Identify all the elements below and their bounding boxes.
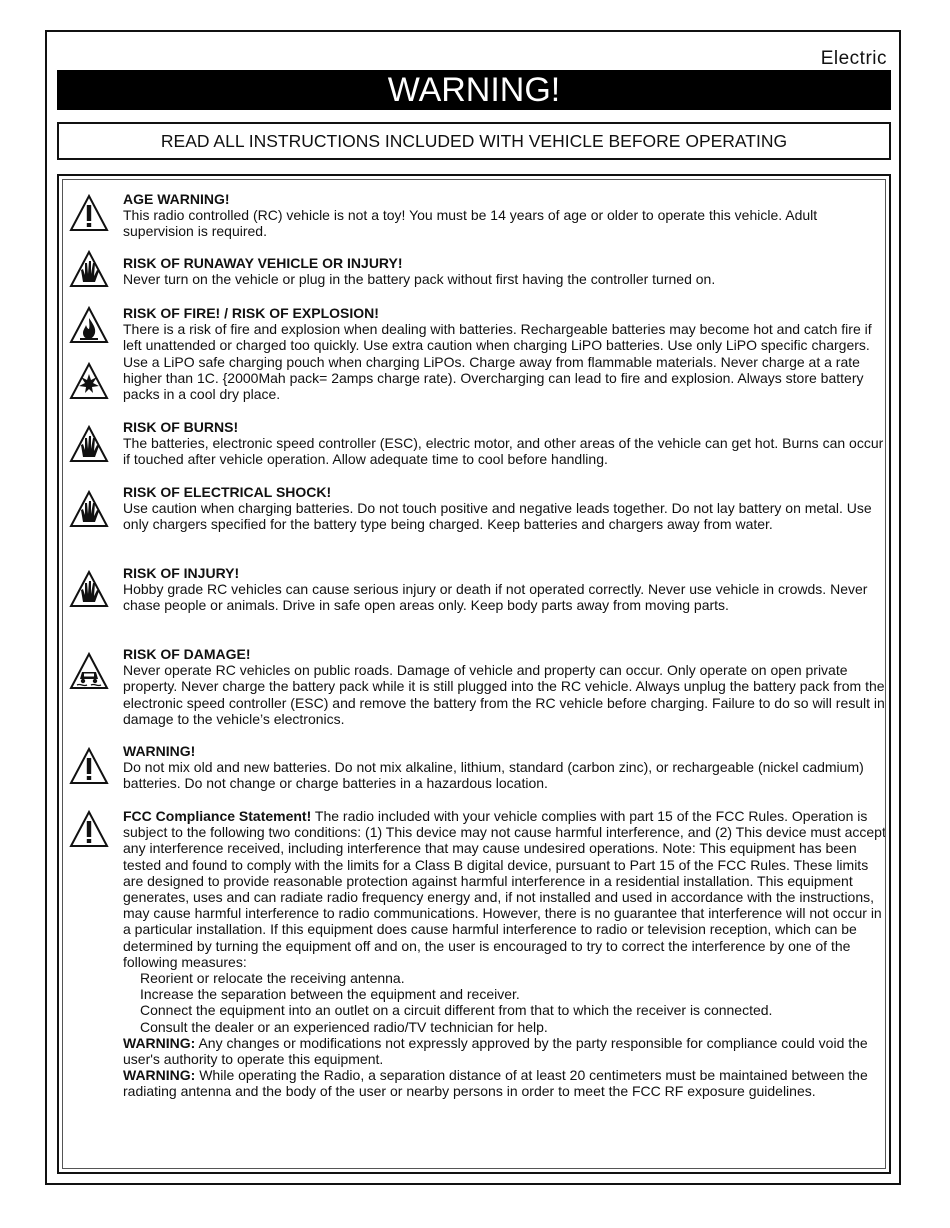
section-body: Never operate RC vehicles on public roads. Damage of vehicle and property can occur. Only operate on open private property. Never charge the battery pack while it is still plugged into the RC vehicle. Always unplug the battery pack from the electronic speed controller (ESC) and remove the battery from the RC vehicle before charging. Failure to do so will result in damage to the vehicle’s electronics. <box>123 662 885 727</box>
car-skid-icon <box>69 652 109 690</box>
section-damage <box>123 646 889 727</box>
section-fire-explosion <box>123 305 889 402</box>
fcc-body: The radio included with your vehicle complies with part 15 of the FCC Rules. Operation is subject to the following two conditions: (1) This device may not cause harmful interference, and (2) This device must accept any interference received, including interference that may cause undesired operations. Note: This equipment has been tested and found to comply with the limits for a Class B digital device, pursuant to Part 15 of the FCC Rules. These limits are designed to provide reasonable protection against harmful interference in a residential installation. This equipment generates, uses and can radiate radio frequency energy and, if not installed and used in accordance with the instructions, may cause harmful interference to radio communications. However, there is no guarantee that interference will not occur in a particular installation. If this equipment does cause harmful interference to radio or television reception, which can be determined by turning the equipment off and on, the user is encouraged to try to correct the interference by one of the following measures: <box>123 808 886 970</box>
fcc-warning-rf-exposure <box>123 1067 889 1099</box>
hand-icon <box>69 570 109 608</box>
hand-icon <box>69 490 109 528</box>
section-title: RISK OF DAMAGE! <box>123 646 251 662</box>
hand-icon <box>69 425 109 463</box>
section-title: RISK OF BURNS! <box>123 419 239 435</box>
warning-banner: WARNING! <box>57 70 891 110</box>
section-body: The batteries, electronic speed controller (ESC), electric motor, and other areas of the vehicle can get hot. Burns can occur if touched after vehicle operation. Allow adequate time to cool before handling. <box>123 435 884 468</box>
warning-text: Any changes or modifications not expressly approved by the party responsible for compliance could void the user's authority to operate this equipment. <box>123 1034 868 1068</box>
section-title: WARNING! <box>123 743 196 759</box>
section-title: AGE WARNING! <box>123 191 230 207</box>
list-item: Increase the separation between the equipment and receiver. <box>140 986 520 1003</box>
section-title: RISK OF RUNAWAY VEHICLE OR INJURY! <box>123 255 403 271</box>
hand-icon <box>69 250 109 288</box>
section-body: Do not mix old and new batteries. Do not mix alkaline, lithium, standard (carbon zinc), or rechargeable (nickel cadmium) batteries. Do not change or charge batteries in a hazardous location. <box>123 759 864 792</box>
section-battery-warning <box>123 743 889 792</box>
warning-label: WARNING: <box>123 1067 196 1084</box>
explosion-icon <box>69 362 109 400</box>
section-body: There is a risk of fire and explosion when dealing with batteries. Rechargeable batteries may become hot and catch fire if left unattended or charged too quickly. Use extra caution when charging LiPO batteries. Use only LiPO specific chargers. Use a LiPO safe charging pouch when charging LiPOs. Charge away from flammable materials. Never charge at a rate higher than 1C. {2000Mah pack= 2amps charge rate). Overcharging can lead to fire and explosion. Always store battery packs in a cool dry place. <box>123 321 872 403</box>
instruction-box: READ ALL INSTRUCTIONS INCLUDED WITH VEHICLE BEFORE OPERATING <box>57 122 891 160</box>
section-body: Hobby grade RC vehicles can cause serious injury or death if not operated correctly. Never use vehicle in crowds. Never chase people or animals. Drive in safe open areas only. Keep body parts away from moving parts. <box>123 581 868 614</box>
section-body: This radio controlled (RC) vehicle is not a toy! You must be 14 years of age or older to operate this vehicle. Adult supervision is required. <box>123 207 818 240</box>
section-age-warning <box>123 191 889 240</box>
fcc-measures-list <box>123 970 889 1035</box>
section-title: RISK OF ELECTRICAL SHOCK! <box>123 484 332 500</box>
exclamation-icon <box>69 194 109 232</box>
section-title: RISK OF INJURY! <box>123 565 240 581</box>
section-body: Use caution when charging batteries. Do not touch positive and negative leads together. Do not lay battery on metal. Use only chargers specified for the battery type being charged. Keep batteries and chargers away from water. <box>123 500 872 533</box>
section-runaway <box>123 255 889 287</box>
fcc-title: FCC Compliance Statement! <box>123 808 312 824</box>
fire-icon <box>69 306 109 344</box>
section-title: RISK OF FIRE! / RISK OF EXPLOSION! <box>123 305 379 321</box>
list-item: Connect the equipment into an outlet on a circuit different from that to which the receiver is connected. <box>140 1002 773 1019</box>
exclamation-icon <box>69 810 109 848</box>
list-item: Reorient or relocate the receiving antenna. <box>140 970 405 987</box>
corner-label: Electric <box>820 48 887 69</box>
section-injury <box>123 565 889 614</box>
warnings-panel <box>57 174 891 1174</box>
warning-text: While operating the Radio, a separation distance of at least 20 centimeters must be maintained between the radiating antenna and the body of the user or nearby persons in order to meet the FCC RF exposure guidelines. <box>123 1067 868 1100</box>
section-body: Never turn on the vehicle or plug in the battery pack without first having the controller turned on. <box>123 271 716 288</box>
exclamation-icon <box>69 747 109 785</box>
warning-sheet <box>45 30 901 1185</box>
section-burns <box>123 419 889 468</box>
section-fcc-compliance <box>123 808 889 1100</box>
fcc-statement <box>123 808 889 970</box>
section-electrical-shock <box>123 484 889 533</box>
list-item: Consult the dealer or an experienced radio/TV technician for help. <box>140 1018 548 1035</box>
warning-label: WARNING: <box>123 1034 196 1051</box>
fcc-warning-modifications <box>123 1035 889 1067</box>
